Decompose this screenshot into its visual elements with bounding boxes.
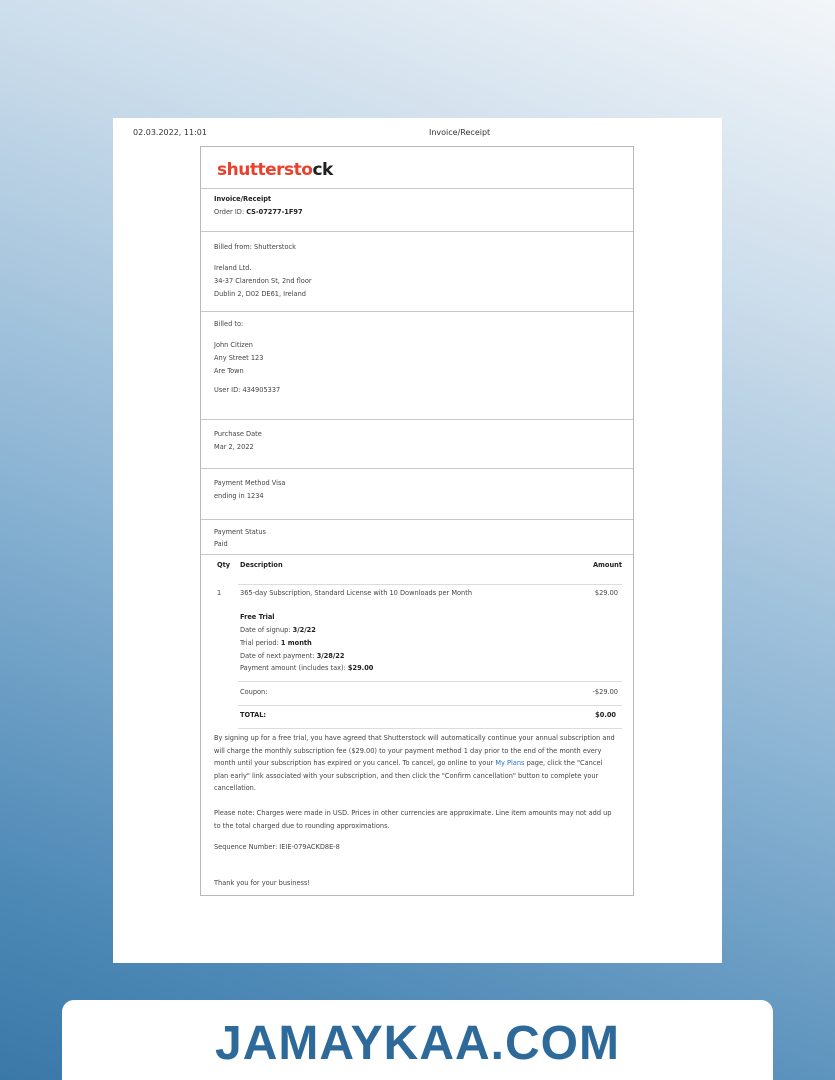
billed-to-line: Any Street 123 [214,353,264,362]
next-payment-date: 3/28/22 [316,651,345,660]
trial-details: Free Trial Date of signup: 3/2/22 Trial period: 1 month Date of next payment: 3/28/22 Payment amount (includes tax): $29.00 [240,613,374,673]
billed-from-line: Ireland Ltd. [214,263,252,272]
thank-you-text: Thank you for your business! [214,879,311,887]
total-label: TOTAL: [240,711,267,719]
item-amount: $29.00 [594,589,618,597]
invoice-box [200,146,634,896]
billed-to-line: John Citizen [214,340,253,349]
payment-method-label: Payment Method Visa [214,479,286,487]
coupon-label: Coupon: [240,688,268,696]
order-id-line: Order ID: CS-07277-1F97 [214,207,303,216]
receipt-page [113,118,722,963]
signup-date: 3/2/22 [292,625,316,634]
payment-status-section [201,520,633,555]
payment-status-label: Payment Status [214,528,266,536]
watermark-text: JAMAYKAA.COM [215,1017,620,1070]
payment-status-value: Paid [214,539,228,548]
billed-from-section [201,232,633,312]
order-id: CS-07277-1F97 [246,207,303,216]
invoice-heading-section [201,189,633,232]
shutterstock-logo: shutterstock [217,160,333,180]
currency-note: Please note: Charges were made in USD. Prices in other currencies are approximate. Line item amounts may not add up to the total charged due to rounding approximations. [214,809,612,830]
billed-to-line: Are Town [214,366,244,375]
description-header: Description [240,561,283,569]
purchase-date-value: Mar 2, 2022 [214,442,254,451]
billed-from-label: Billed from: Shutterstock [214,243,296,251]
payment-method-value: ending in 1234 [214,491,264,500]
logo-o-icon: o [301,160,313,180]
amount-header: Amount [592,561,622,569]
item-qty: 1 [217,589,222,597]
billed-from-line: Dublin 2, D02 DE61, Ireland [214,289,306,298]
print-title: Invoice/Receipt [429,128,491,137]
sequence-number: Sequence Number: IEIE-079ACKD8E-8 [214,843,340,851]
total-amount: $0.00 [595,711,616,719]
payment-method-section [201,469,633,520]
trial-period: 1 month [280,638,312,647]
print-date: 02.03.2022, 11:01 [133,128,207,137]
purchase-date-label: Purchase Date [214,430,262,438]
purchase-date-section [201,420,633,469]
qty-header: Qty [217,561,231,569]
billed-from-line: 34-37 Clarendon St, 2nd floor [214,276,312,285]
invoice-heading: Invoice/Receipt [214,195,272,203]
trial-title: Free Trial [240,613,275,621]
billed-to-section [201,312,633,420]
my-plans-link[interactable]: My Plans [495,759,525,768]
payment-amount: $29.00 [347,664,374,673]
billed-to-label: Billed to: [214,320,244,328]
item-description: 365-day Subscription, Standard License with 10 Downloads per Month [240,589,472,597]
coupon-amount: -$29.00 [592,688,618,696]
terms-paragraph: By signing up for a free trial, you have agreed that Shutterstock will automatically continue your annual subscription and will charge the monthly subscription fee ($29.00) to your payment method 1 day prior to the end of the month every month until your subscription has expired or you cancel. To cancel, go online to your My Plans page, click the "Cancel plan early" link associated with your subscription, and then click the "Confirm cancellation" button to complete your cancellation. [214,734,615,793]
user-id: User ID: 434905337 [214,386,281,395]
logo-section [201,147,633,189]
watermark-banner [62,1000,773,1080]
